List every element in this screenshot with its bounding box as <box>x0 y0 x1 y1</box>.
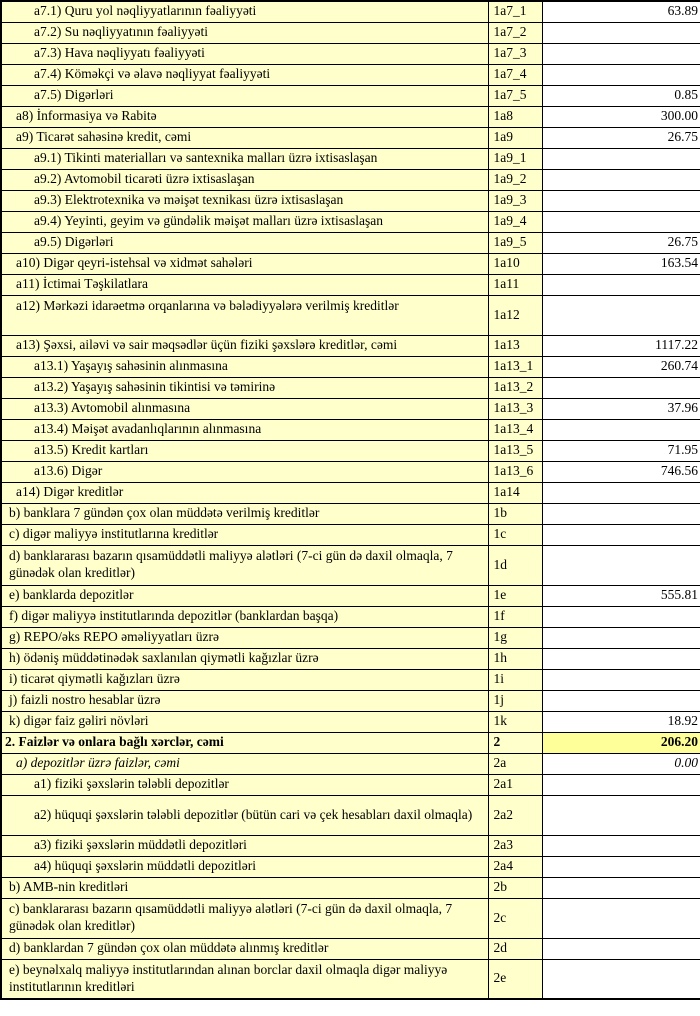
table-row <box>1 606 700 627</box>
table-row <box>1 127 700 148</box>
table-row <box>1 856 700 877</box>
table-row <box>1 253 700 274</box>
row-value <box>542 211 700 232</box>
table-row <box>1 419 700 440</box>
row-code: 1a9_3 <box>488 190 542 211</box>
row-code: 1a9_2 <box>488 169 542 190</box>
row-code: 2c <box>488 898 542 938</box>
row-label: 2. Faizlər və onlara bağlı xərclər, cəmi <box>1 732 488 753</box>
table-row <box>1 377 700 398</box>
row-label: a4) hüquqi şəxslərin müddətli depozitləri <box>1 856 488 877</box>
table-row <box>1 356 700 377</box>
table-row <box>1 169 700 190</box>
row-code: 2a <box>488 753 542 774</box>
row-value: 746.56 <box>542 461 700 482</box>
row-code: 1a11 <box>488 274 542 295</box>
row-value <box>542 482 700 503</box>
row-label: a9.1) Tikinti materialları və santexnika malları üzrə ixtisaslaşan <box>1 148 488 169</box>
row-code: 1a13_6 <box>488 461 542 482</box>
table-row <box>1 232 700 253</box>
row-value <box>542 190 700 211</box>
row-value: 71.95 <box>542 440 700 461</box>
row-label: a7.4) Köməkçi və əlavə nəqliyyat fəaliyyəti <box>1 64 488 85</box>
row-label: a13.2) Yaşayış sahəsinin tikintisi və təmirinə <box>1 377 488 398</box>
row-code: 1a12 <box>488 295 542 335</box>
table-row <box>1 835 700 856</box>
row-code: 2a4 <box>488 856 542 877</box>
row-code: 1a9_4 <box>488 211 542 232</box>
row-value <box>542 648 700 669</box>
row-code: 1j <box>488 690 542 711</box>
row-label: a13.3) Avtomobil alınmasına <box>1 398 488 419</box>
row-value <box>542 295 700 335</box>
row-code: 1k <box>488 711 542 732</box>
row-value: 26.75 <box>542 232 700 253</box>
row-code: 1d <box>488 545 542 585</box>
row-label: a3) fiziki şəxslərin müddətli depozitləri <box>1 835 488 856</box>
row-label: i) ticarət qiymətli kağızları üzrə <box>1 669 488 690</box>
table-row <box>1 398 700 419</box>
table-row <box>1 190 700 211</box>
table-row <box>1 461 700 482</box>
row-value <box>542 377 700 398</box>
row-label: a9.3) Elektrotexnika və məişət texnikası üzrə ixtisaslaşan <box>1 190 488 211</box>
row-label: c) digər maliyyə institutlarına kreditlər <box>1 524 488 545</box>
row-code: 1a13_4 <box>488 419 542 440</box>
row-label: b) AMB-nin kreditləri <box>1 877 488 898</box>
table-row <box>1 753 700 774</box>
row-value <box>542 43 700 64</box>
table-row <box>1 669 700 690</box>
row-code: 1a9_5 <box>488 232 542 253</box>
row-code: 2a2 <box>488 795 542 835</box>
row-label: a9) Ticarət sahəsinə kredit, cəmi <box>1 127 488 148</box>
table-row <box>1 85 700 106</box>
row-value <box>542 606 700 627</box>
row-code: 1a8 <box>488 106 542 127</box>
table-row <box>1 482 700 503</box>
table-row <box>1 732 700 753</box>
row-code: 2a1 <box>488 774 542 795</box>
table-row <box>1 64 700 85</box>
row-code: 1a13_5 <box>488 440 542 461</box>
row-code: 1i <box>488 669 542 690</box>
row-code: 1a13 <box>488 335 542 356</box>
row-code: 1a13_2 <box>488 377 542 398</box>
table-row <box>1 959 700 999</box>
table-row <box>1 274 700 295</box>
row-value: 163.54 <box>542 253 700 274</box>
row-code: 1a14 <box>488 482 542 503</box>
row-code: 1a9_1 <box>488 148 542 169</box>
row-label: a9.4) Yeyinti, geyim və gündəlik məişət malları üzrə ixtisaslaşan <box>1 211 488 232</box>
row-value <box>542 690 700 711</box>
table-row <box>1 22 700 43</box>
row-value: 18.92 <box>542 711 700 732</box>
row-label: a13.6) Digər <box>1 461 488 482</box>
row-value <box>542 898 700 938</box>
row-label: a11) İctimai Təşkilatlara <box>1 274 488 295</box>
row-value: 260.74 <box>542 356 700 377</box>
row-code: 2d <box>488 938 542 959</box>
table-row <box>1 524 700 545</box>
row-label: h) ödəniş müddətinədək saxlanılan qiymətli kağızlar üzrə <box>1 648 488 669</box>
row-code: 1a7_5 <box>488 85 542 106</box>
row-label: e) banklarda depozitlər <box>1 585 488 606</box>
row-value: 555.81 <box>542 585 700 606</box>
report-table-body <box>1 1 700 999</box>
row-value <box>542 524 700 545</box>
row-code: 1g <box>488 627 542 648</box>
row-label: c) banklararası bazarın qısamüddətli maliyyə alətləri (7-ci gün də daxil olmaqla, 7 günədək olan kreditlər) <box>1 898 488 938</box>
row-label: a12) Mərkəzi idarəetmə orqanlarına və bələdiyyələrə verilmiş kreditlər <box>1 295 488 335</box>
row-value <box>542 22 700 43</box>
row-code: 1a7_1 <box>488 1 542 22</box>
table-row <box>1 545 700 585</box>
row-code: 1a9 <box>488 127 542 148</box>
table-row <box>1 211 700 232</box>
table-row <box>1 295 700 335</box>
table-row <box>1 503 700 524</box>
row-code: 2b <box>488 877 542 898</box>
row-code: 1a7_2 <box>488 22 542 43</box>
row-value <box>542 959 700 999</box>
row-value: 1117.22 <box>542 335 700 356</box>
row-label: a7.5) Digərləri <box>1 85 488 106</box>
row-label: a1) fiziki şəxslərin tələbli depozitlər <box>1 774 488 795</box>
row-code: 1b <box>488 503 542 524</box>
row-value <box>542 938 700 959</box>
row-label: a) depozitlər üzrə faizlər, cəmi <box>1 753 488 774</box>
row-value <box>542 774 700 795</box>
row-code: 1e <box>488 585 542 606</box>
row-label: a13.5) Kredit kartları <box>1 440 488 461</box>
row-value <box>542 835 700 856</box>
table-row <box>1 774 700 795</box>
row-code: 1a7_4 <box>488 64 542 85</box>
row-label: j) faizli nostro hesablar üzrə <box>1 690 488 711</box>
table-row <box>1 648 700 669</box>
row-value <box>542 419 700 440</box>
row-value <box>542 856 700 877</box>
row-code: 2a3 <box>488 835 542 856</box>
row-value <box>542 148 700 169</box>
row-value <box>542 169 700 190</box>
table-row <box>1 335 700 356</box>
row-label: a7.1) Quru yol nəqliyyatlarının fəaliyyəti <box>1 1 488 22</box>
row-label: a13.4) Məişət avadanlıqlarının alınmasına <box>1 419 488 440</box>
row-value: 63.89 <box>542 1 700 22</box>
row-label: d) banklardan 7 gündən çox olan müddətə alınmış kreditlər <box>1 938 488 959</box>
row-label: a2) hüquqi şəxslərin tələbli depozitlər (bütün cari və çek hesabları daxil olmaqla) <box>1 795 488 835</box>
row-code: 2e <box>488 959 542 999</box>
row-value <box>542 274 700 295</box>
table-row <box>1 938 700 959</box>
row-value <box>542 795 700 835</box>
table-row <box>1 795 700 835</box>
table-row <box>1 148 700 169</box>
row-value <box>542 877 700 898</box>
row-value <box>542 627 700 648</box>
table-row <box>1 690 700 711</box>
row-label: a7.2) Su nəqliyyatının fəaliyyəti <box>1 22 488 43</box>
table-row <box>1 627 700 648</box>
table-row <box>1 440 700 461</box>
row-label: b) banklara 7 gündən çox olan müddətə verilmiş kreditlər <box>1 503 488 524</box>
row-label: a13.1) Yaşayış sahəsinin alınmasına <box>1 356 488 377</box>
row-value: 300.00 <box>542 106 700 127</box>
table-row <box>1 106 700 127</box>
row-label: e) beynəlxalq maliyyə institutlarından alınan borclar daxil olmaqla digər maliyyə institutlarının kreditləri <box>1 959 488 999</box>
row-label: a9.2) Avtomobil ticarəti üzrə ixtisaslaşan <box>1 169 488 190</box>
row-code: 1a13_1 <box>488 356 542 377</box>
table-row <box>1 43 700 64</box>
row-value <box>542 669 700 690</box>
row-code: 1f <box>488 606 542 627</box>
row-value: 0.85 <box>542 85 700 106</box>
row-value: 0.00 <box>542 753 700 774</box>
row-label: g) REPO/əks REPO əməliyyatları üzrə <box>1 627 488 648</box>
table-row <box>1 877 700 898</box>
row-value <box>542 545 700 585</box>
row-code: 1c <box>488 524 542 545</box>
row-label: a8) İnformasiya və Rabitə <box>1 106 488 127</box>
table-row <box>1 898 700 938</box>
row-code: 1a10 <box>488 253 542 274</box>
row-code: 1a13_3 <box>488 398 542 419</box>
row-label: d) banklararası bazarın qısamüddətli maliyyə alətləri (7-ci gün də daxil olmaqla, 7 günədək olan kreditlər) <box>1 545 488 585</box>
row-value: 37.96 <box>542 398 700 419</box>
row-value <box>542 64 700 85</box>
row-value <box>542 503 700 524</box>
table-row <box>1 711 700 732</box>
table-row <box>1 1 700 22</box>
row-label: a7.3) Hava nəqliyyatı fəaliyyəti <box>1 43 488 64</box>
row-value: 26.75 <box>542 127 700 148</box>
row-label: a9.5) Digərləri <box>1 232 488 253</box>
row-code: 2 <box>488 732 542 753</box>
row-label: a10) Digər qeyri-istehsal və xidmət sahələri <box>1 253 488 274</box>
row-label: f) digər maliyyə institutlarında depozitlər (banklardan başqa) <box>1 606 488 627</box>
table-row <box>1 585 700 606</box>
row-label: k) digər faiz gəliri növləri <box>1 711 488 732</box>
row-code: 1a7_3 <box>488 43 542 64</box>
row-label: a14) Digər kreditlər <box>1 482 488 503</box>
row-value: 206.20 <box>542 732 700 753</box>
row-label: a13) Şəxsi, ailəvi və sair məqsədlər üçün fiziki şəxslərə kreditlər, cəmi <box>1 335 488 356</box>
row-code: 1h <box>488 648 542 669</box>
